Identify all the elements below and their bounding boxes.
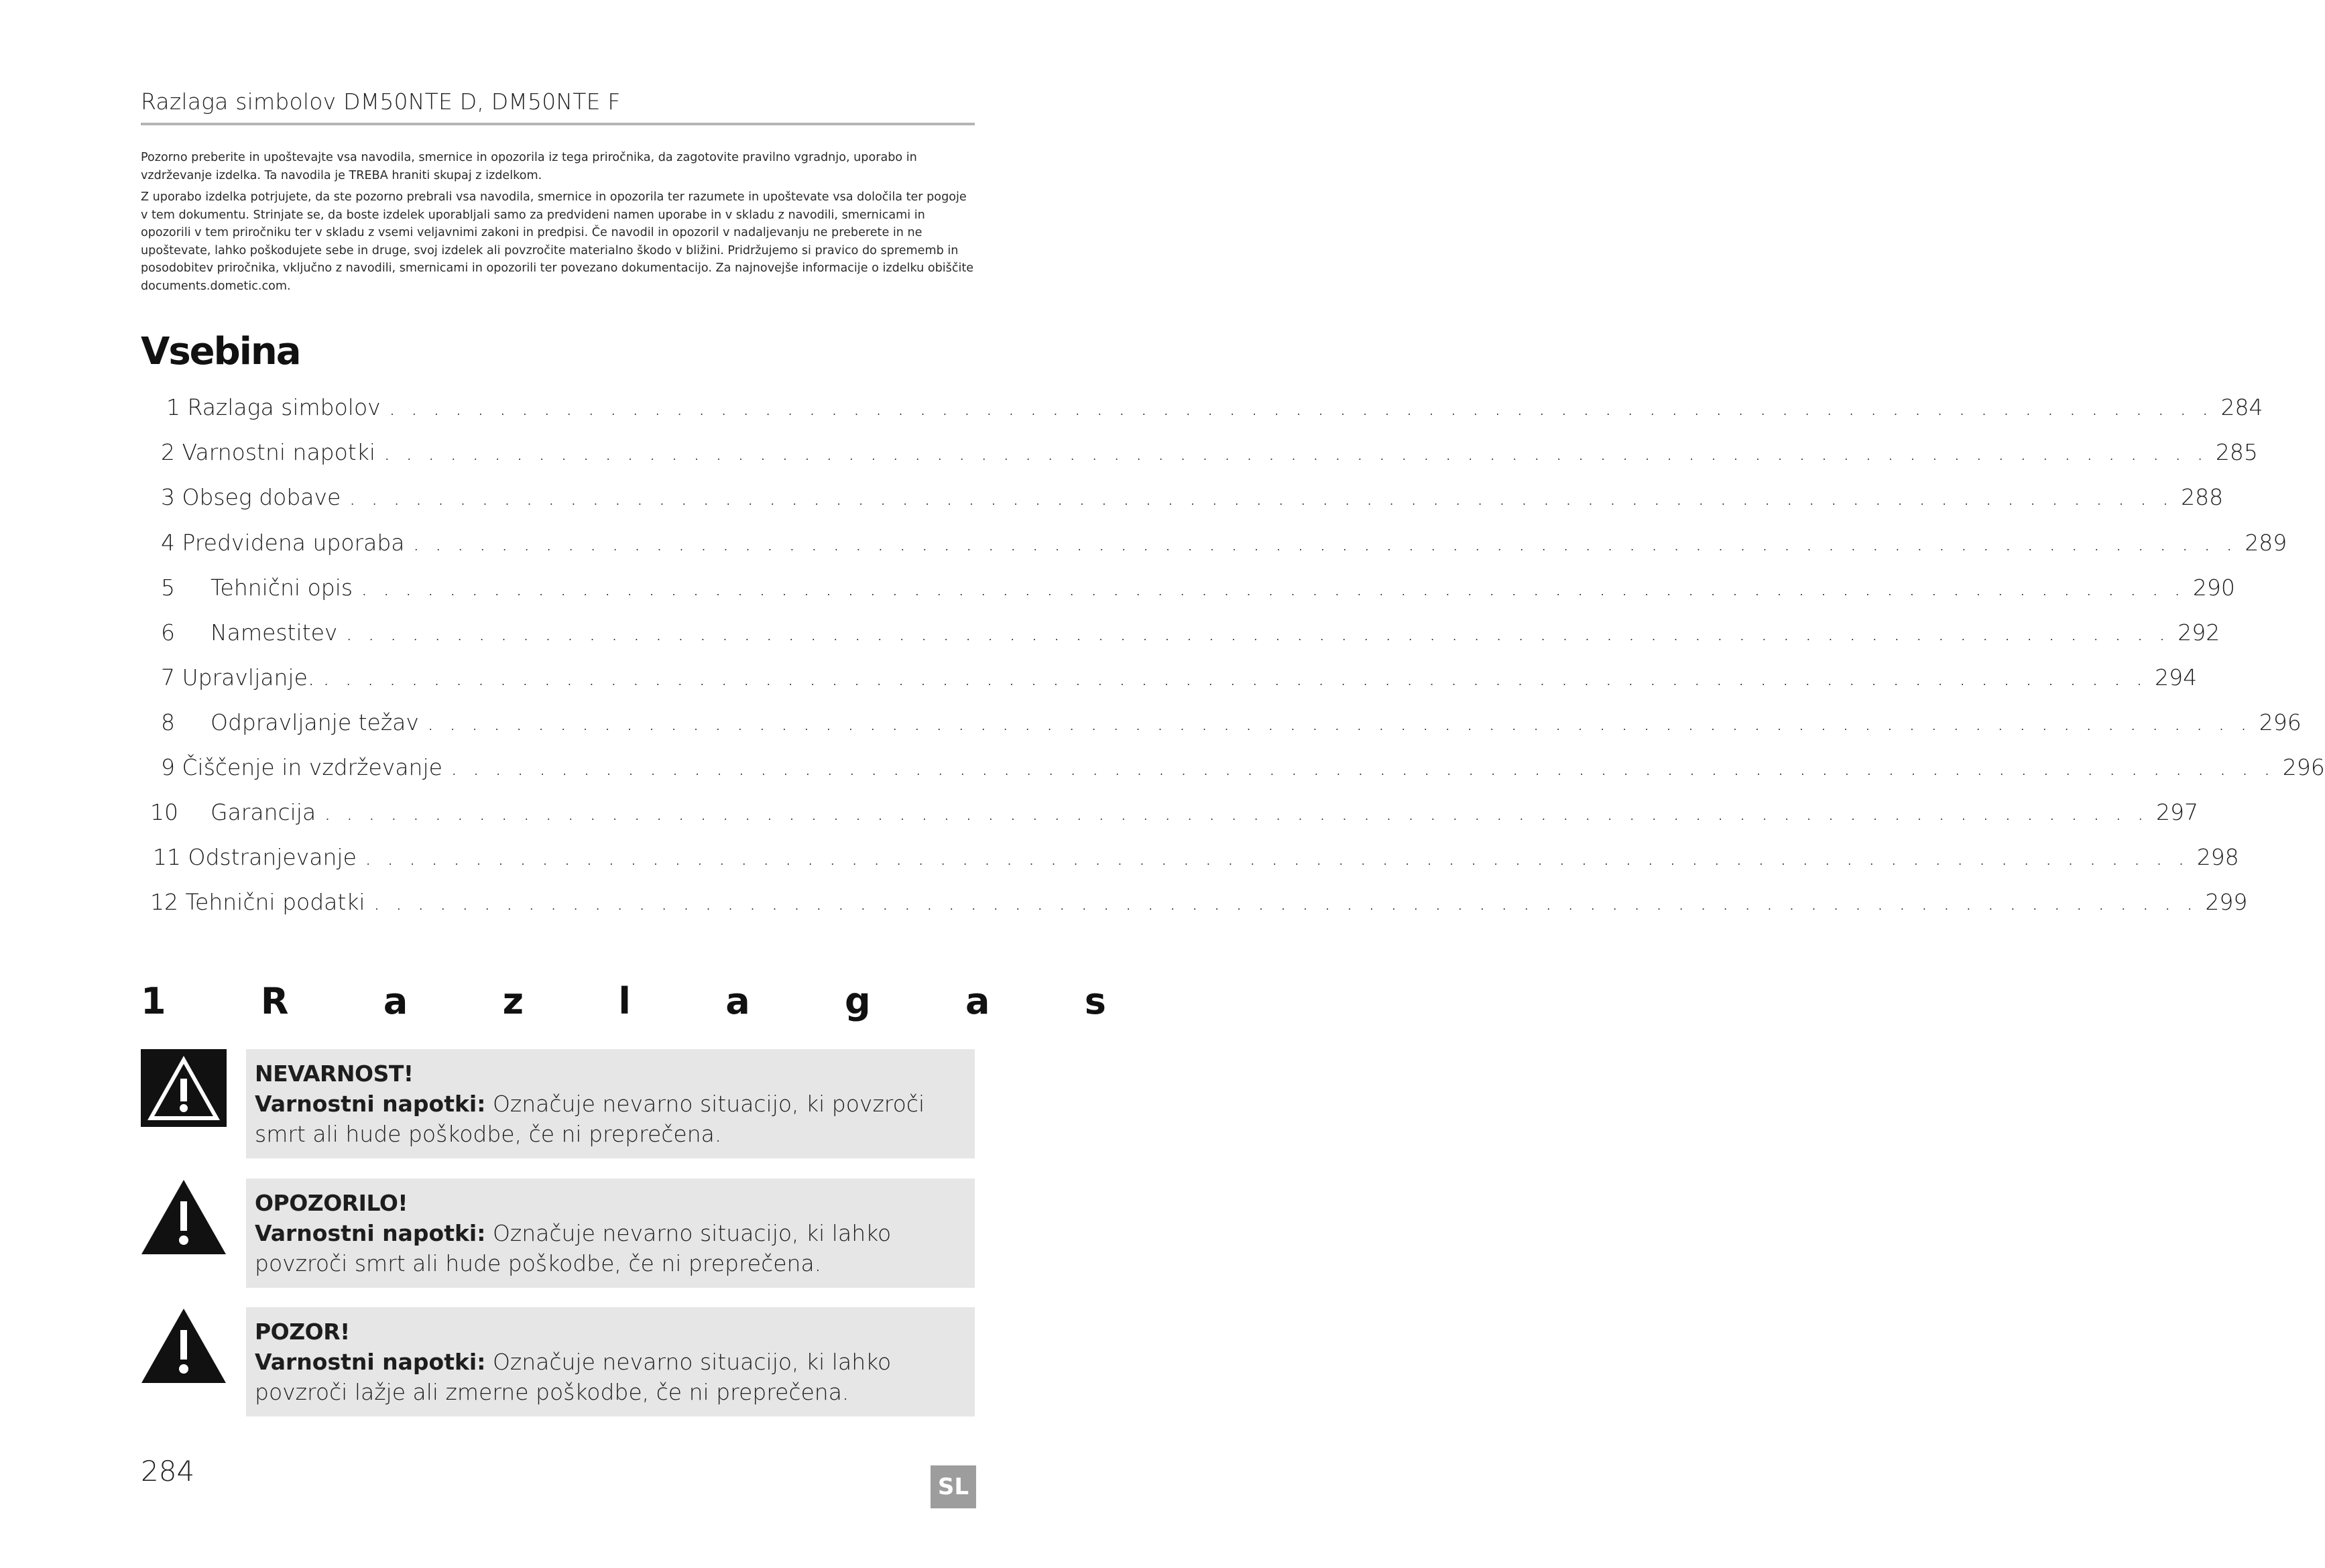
toc-entry[interactable] bbox=[161, 754, 2325, 785]
notice-caution bbox=[246, 1307, 975, 1416]
danger-warning-icon bbox=[141, 1049, 227, 1127]
toc-entry-page: 289 bbox=[2245, 530, 2287, 556]
toc-entry-page: 284 bbox=[2220, 394, 2263, 420]
toc-entry-label: 2 Varnostni napotki bbox=[161, 439, 376, 465]
notice-danger bbox=[246, 1049, 975, 1158]
toc-entry[interactable] bbox=[150, 889, 2248, 920]
toc-entry[interactable] bbox=[161, 664, 2198, 695]
toc-leader-dots: . . . . . . . . . . . . . . . . . . . . . . . . . . . . . . . . . . . . . . . . . . . . . . . . . . . . . . . . . . . . . . . . . . . . . . . . . . . . . . . . . . . bbox=[345, 619, 2170, 646]
toc-entry-label: 9 Čiščenje in vzdrževanje bbox=[161, 754, 442, 780]
notice-title: OPOZORILO! bbox=[255, 1190, 408, 1216]
notice-title: POZOR! bbox=[255, 1319, 350, 1345]
notice-body bbox=[255, 1218, 964, 1278]
toc-heading: Vsebina bbox=[141, 330, 300, 373]
toc-leader-dots: . . . . . . . . . . . . . . . . . . . . . . . . . . . . . . . . . . . . . . . . . . . . . . . . . . . . . . . . . . . . . . . . . . . . . . . . . . . . . . . . . . . bbox=[364, 844, 2189, 870]
toc-entry-label: 12 Tehnični podatki bbox=[150, 889, 365, 915]
toc-entry[interactable] bbox=[161, 439, 2258, 470]
toc-entry-label: 10 Garancija bbox=[150, 799, 316, 825]
toc-entry[interactable] bbox=[153, 844, 2239, 875]
toc-entry-label: 3 Obseg dobave bbox=[161, 484, 341, 510]
toc-entry-label: 11 Odstranjevanje bbox=[153, 844, 357, 870]
notice-body bbox=[255, 1347, 964, 1407]
toc-entry-page: 285 bbox=[2215, 439, 2258, 465]
section-heading-letter: a bbox=[725, 980, 750, 1022]
section-heading-letter: s bbox=[1084, 980, 1106, 1022]
toc-entry-page: 288 bbox=[2181, 484, 2224, 510]
section-heading-letter: a bbox=[383, 980, 408, 1022]
toc-entry[interactable] bbox=[161, 484, 2224, 515]
toc-entry-label: 6 Namestitev bbox=[161, 619, 338, 646]
notice-warning bbox=[246, 1179, 975, 1288]
toc-entry-page: 297 bbox=[2156, 799, 2199, 825]
section-heading-letter: l bbox=[618, 980, 631, 1022]
section-heading-letter: z bbox=[502, 980, 524, 1022]
toc-entry[interactable] bbox=[161, 619, 2220, 650]
toc-entry[interactable] bbox=[161, 530, 2287, 560]
toc-entry-page: 294 bbox=[2155, 664, 2198, 690]
toc-entry-page: 290 bbox=[2192, 575, 2235, 601]
notice-body bbox=[255, 1089, 964, 1149]
intro-text bbox=[141, 149, 975, 299]
toc-leader-dots: . . . . . . . . . . . . . . . . . . . . . . . . . . . . . . . . . . . . . . . . . . . . . . . . . . . . . . . . . . . . . . . . . . . . . . . . . . . . . . . . . . . bbox=[373, 889, 2198, 915]
notice-prefix: Varnostni napotki: bbox=[255, 1091, 486, 1117]
toc-leader-dots: . . . . . . . . . . . . . . . . . . . . . . . . . . . . . . . . . . . . . . . . . . . . . . . . . . . . . . . . . . . . . . . . . . . . . . . . . . . . . . . . . . . bbox=[383, 439, 2208, 465]
section-heading-letter: R bbox=[260, 980, 289, 1022]
notice-prefix: Varnostni napotki: bbox=[255, 1349, 486, 1375]
toc-leader-dots: . . . . . . . . . . . . . . . . . . . . . . . . . . . . . . . . . . . . . . . . . . . . . . . . . . . . . . . . . . . . . . . . . . . . . . . . . . . . . . . . . . . bbox=[324, 799, 2149, 825]
toc-entry-label: 7 Upravljanje. bbox=[161, 664, 315, 690]
toc-entry-page: 296 bbox=[2259, 709, 2302, 735]
intro-paragraph-2: Z uporabo izdelka potrjujete, da ste pozorno prebrali vsa navodila, smernice in opozorila ter razumete in upoštevate vsa določila ter pogoje v tem dokumentu. Strinjate se, da boste izdelek uporabljali samo za predvideni namen uporabe in v skladu z navodili, smernicami in opozorili v tem priročniku ter v skladu z vsemi veljavnimi zakoni in predpisi. Če navodil in opozoril v nadaljevanju ne preberete in ne upoštevate, lahko poškodujete sebe in druge, svoj izdelek ali povzročite materialno škodo v bližini. Pridržujemo si pravico do sprememb in posodobitev priročnika, vključno z navodili, smernicami in opozorili ter povezano dokumentacijo. Za najnovejše informacije o izdelku obiščite documents.dometic.com. bbox=[141, 190, 974, 293]
notice-text: Označuje nevarno situacijo, ki lahko povzroči smrt ali hude poškodbe, če ni preprečena. bbox=[255, 1220, 892, 1276]
toc-leader-dots: . . . . . . . . . . . . . . . . . . . . . . . . . . . . . . . . . . . . . . . . . . . . . . . . . . . . . . . . . . . . . . . . . . . . . . . . . . . . . . . . . . . bbox=[349, 484, 2173, 510]
notice-title: NEVARNOST! bbox=[255, 1061, 414, 1087]
toc-entry-page: 292 bbox=[2178, 619, 2220, 646]
notice-text: Označuje nevarno situacijo, ki povzroči smrt ali hude poškodbe, če ni preprečena. bbox=[255, 1091, 925, 1147]
toc-leader-dots: . . . . . . . . . . . . . . . . . . . . . . . . . . . . . . . . . . . . . . . . . . . . . . . . . . . . . . . . . . . . . . . . . . . . . . . . . . . . . . . . . . . bbox=[412, 530, 2237, 556]
language-badge: SL bbox=[931, 1465, 976, 1508]
toc-leader-dots: . . . . . . . . . . . . . . . . . . . . . . . . . . . . . . . . . . . . . . . . . . . . . . . . . . . . . . . . . . . . . . . . . . . . . . . . . . . . . . . . . . . bbox=[388, 394, 2213, 420]
section-heading bbox=[141, 980, 1106, 1022]
toc-leader-dots: . . . . . . . . . . . . . . . . . . . . . . . . . . . . . . . . . . . . . . . . . . . . . . . . . . . . . . . . . . . . . . . . . . . . . . . . . . . . . . . . . . . bbox=[426, 709, 2251, 735]
toc-entry-label: 4 Predvidena uporaba bbox=[161, 530, 405, 556]
toc-leader-dots: . . . . . . . . . . . . . . . . . . . . . . . . . . . . . . . . . . . . . . . . . . . . . . . . . . . . . . . . . . . . . . . . . . . . . . . . . . . . . . . . . . . bbox=[450, 754, 2275, 780]
toc-entry[interactable] bbox=[166, 394, 2263, 425]
toc-entry-page: 298 bbox=[2196, 844, 2239, 870]
section-heading-letter: a bbox=[965, 980, 990, 1022]
toc-entry-page: 296 bbox=[2282, 754, 2325, 780]
toc-entry-label: 8 Odpravljanje težav bbox=[161, 709, 419, 735]
notice-text: Označuje nevarno situacijo, ki lahko povzroči lažje ali zmerne poškodbe, če ni preprečena. bbox=[255, 1349, 892, 1405]
toc-entry[interactable] bbox=[161, 575, 2235, 605]
section-heading-letter: 1 bbox=[141, 980, 166, 1022]
notice-prefix: Varnostni napotki: bbox=[255, 1220, 486, 1246]
toc-entry[interactable] bbox=[150, 799, 2199, 830]
toc-entry-label: 5 Tehnični opis bbox=[161, 575, 353, 601]
caution-triangle-icon bbox=[141, 1307, 227, 1384]
toc-entry[interactable] bbox=[161, 709, 2302, 740]
page-number: 284 bbox=[141, 1455, 195, 1488]
toc-leader-dots: . . . . . . . . . . . . . . . . . . . . . . . . . . . . . . . . . . . . . . . . . . . . . . . . . . . . . . . . . . . . . . . . . . . . . . . . . . . . . . . . . . . bbox=[322, 664, 2147, 690]
section-heading-letter: g bbox=[845, 980, 871, 1022]
warning-triangle-icon bbox=[141, 1179, 227, 1256]
page-header-title: Razlaga simbolov DM50NTE D, DM50NTE F bbox=[141, 88, 975, 125]
toc-entry-page: 299 bbox=[2205, 889, 2248, 915]
toc-leader-dots: . . . . . . . . . . . . . . . . . . . . . . . . . . . . . . . . . . . . . . . . . . . . . . . . . . . . . . . . . . . . . . . . . . . . . . . . . . . . . . . . . . . bbox=[361, 575, 2185, 601]
intro-paragraph-1: Pozorno preberite in upoštevajte vsa navodila, smernice in opozorila iz tega priročnika, da zagotovite pravilno vgradnjo, uporabo in vzdrževanje izdelka. Ta navodila je TREBA hraniti skupaj z izdelkom. bbox=[141, 151, 917, 182]
toc-entry-label: 1 Razlaga simbolov bbox=[166, 394, 381, 420]
